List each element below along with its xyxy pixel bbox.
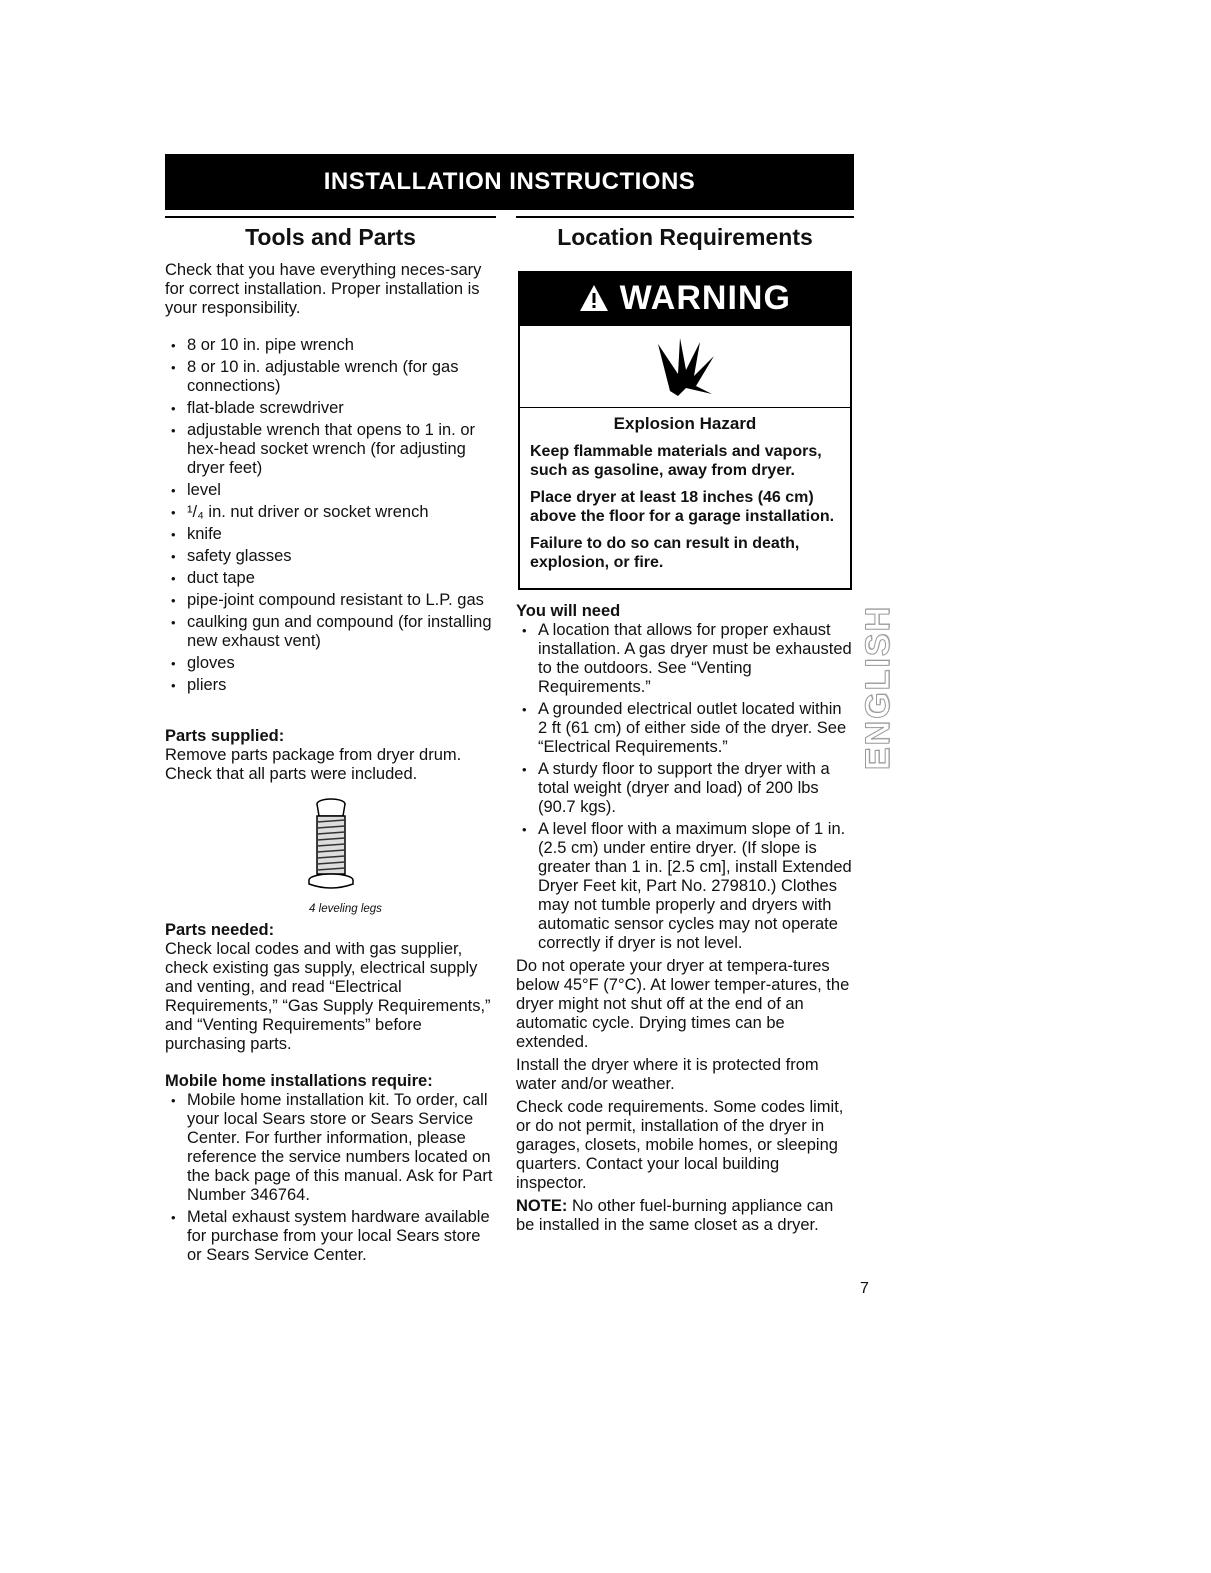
- protection-paragraph: Install the dryer where it is protected from water and/or weather.: [516, 1056, 819, 1093]
- section-title-location: Location Requirements: [557, 224, 813, 250]
- figure-caption: 4 leveling legs: [309, 903, 382, 915]
- page-header: [165, 154, 854, 210]
- list-item: • gloves: [165, 654, 496, 673]
- warning-label: WARNING: [619, 279, 791, 317]
- parts-supplied-text: Remove parts package from dryer drum. Check that all parts were included.: [165, 746, 462, 783]
- page-number: 7: [860, 1280, 869, 1297]
- section-divider: [516, 216, 854, 218]
- language-side-tab: [848, 605, 908, 771]
- section-divider: [165, 216, 496, 218]
- leveling-leg-icon: [165, 794, 496, 899]
- list-item: • ¹/₄ in. nut driver or socket wrench: [165, 503, 496, 522]
- note-label: NOTE:: [516, 1197, 568, 1215]
- parts-needed-text: Check local codes and with gas supplier, check existing gas supply, electrical supply and venting, and read “Electrical Requirements,” “Gas Supply Requirements,” and “Venting Requirements” before purchasing parts.: [165, 940, 491, 1053]
- warning-line: Failure to do so can result in death, explosion, or fire.: [530, 535, 800, 571]
- list-item: • caulking gun and compound (for installing new exhaust vent): [165, 613, 496, 651]
- list-item: • pliers: [165, 676, 496, 695]
- list-item: • 8 or 10 in. adjustable wrench (for gas connections): [165, 358, 496, 396]
- warning-line: Keep flammable materials and vapors, such as gasoline, away from dryer.: [530, 443, 822, 479]
- list-item: • knife: [165, 525, 496, 544]
- list-item: • A grounded electrical outlet located within 2 ft (61 cm) of either side of the dryer. See “Electrical Requirements.”: [516, 700, 854, 757]
- mobile-home-list: [165, 1091, 496, 1265]
- mobile-home-heading: Mobile home installations require:: [165, 1072, 433, 1090]
- location-requirements-section: [516, 216, 854, 1239]
- list-item: • A level floor with a maximum slope of 1 in. (2.5 cm) under entire dryer. (If slope is greater than 1 in. [2.5 cm], install Extended Dryer Feet kit, Part No. 279810.) Clothes may not tumble properly and dryers with automatic sensor cycles may not operate correctly if dryer is not level.: [516, 820, 854, 953]
- list-item: • duct tape: [165, 569, 496, 588]
- list-item: • Metal exhaust system hardware available for purchase from your local Sears store or Sears Service Center.: [165, 1208, 496, 1265]
- list-item: • flat-blade screwdriver: [165, 399, 496, 418]
- temperature-paragraph: Do not operate your dryer at tempera-tures below 45°F (7°C). At lower temper-atures, the dryer might not shut off at the end of an automatic cycle. Drying times can be extended.: [516, 957, 850, 1051]
- parts-needed-heading: Parts needed:: [165, 921, 275, 939]
- parts-supplied-heading: Parts supplied:: [165, 727, 285, 745]
- list-item: • A location that allows for proper exhaust installation. A gas dryer must be exhausted to the outdoors. See “Venting Requirements.”: [516, 621, 854, 697]
- list-item: • level: [165, 481, 496, 500]
- list-item: • safety glasses: [165, 547, 496, 566]
- tools-and-parts-section: [165, 216, 496, 1283]
- section-title-tools: Tools and Parts: [245, 224, 416, 250]
- tools-list: [165, 336, 496, 695]
- explosion-icon: [520, 326, 850, 408]
- hazard-title: Explosion Hazard: [613, 414, 757, 433]
- note-paragraph: [516, 1197, 854, 1235]
- warning-triangle-icon: [579, 279, 619, 317]
- codes-paragraph: Check code requirements. Some codes limit, or do not permit, installation of the dryer in garages, closets, mobile homes, or sleeping quarters. Contact your local building inspector.: [516, 1098, 844, 1192]
- list-item: • pipe-joint compound resistant to L.P. gas: [165, 591, 496, 610]
- list-item: • Mobile home installation kit. To order, call your local Sears store or Sears Service Center. For further information, please reference the service numbers located on the back page of this manual. Ask for Part Number 346764.: [165, 1091, 496, 1205]
- tools-intro: Check that you have everything neces-sary for correct installation. Proper installation is your responsibility.: [165, 261, 482, 317]
- needs-list: [516, 621, 854, 953]
- you-will-need-heading: You will need: [516, 602, 621, 620]
- page-header-title: INSTALLATION INSTRUCTIONS: [323, 168, 696, 195]
- list-item: • adjustable wrench that opens to 1 in. or hex-head socket wrench (for adjusting dryer feet): [165, 421, 496, 478]
- list-item: • A sturdy floor to support the dryer with a total weight (dryer and load) of 200 lbs (90.7 kgs).: [516, 760, 854, 817]
- warning-box: [518, 271, 852, 590]
- warning-line: Place dryer at least 18 inches (46 cm) above the floor for a garage installation.: [530, 489, 835, 525]
- warning-header: [520, 273, 850, 326]
- side-tab-label: ENGLISH: [858, 605, 897, 771]
- note-text: No other fuel-burning appliance can be installed in the same closet as a dryer.: [516, 1197, 834, 1234]
- list-item: • 8 or 10 in. pipe wrench: [165, 336, 496, 355]
